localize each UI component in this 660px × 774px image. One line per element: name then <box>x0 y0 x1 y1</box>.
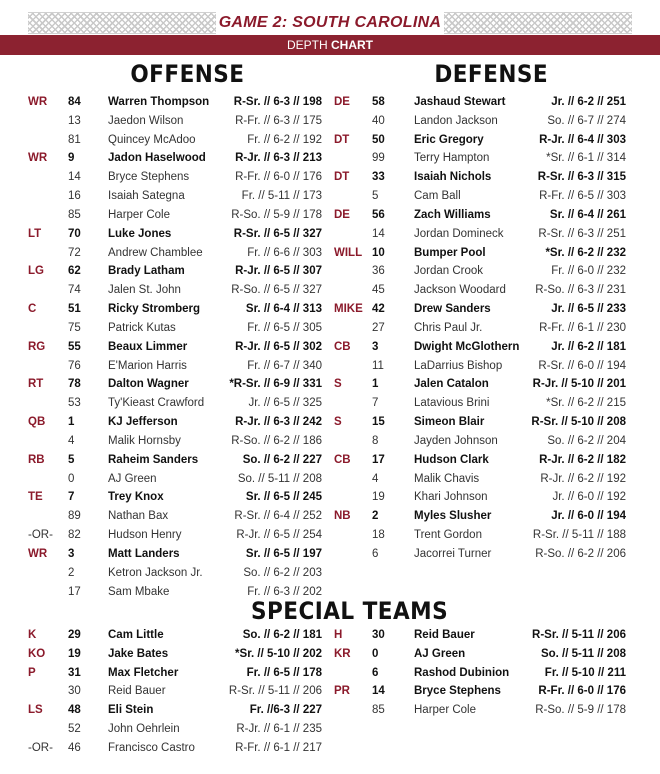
offense-row <box>28 262 322 280</box>
player-info: Jr. // 6-0 // 194 <box>551 510 626 523</box>
jersey-number: 30 <box>372 629 385 641</box>
player-info: R-Jr. // 6-5 // 254 <box>236 529 322 542</box>
player-info: R-Sr. // 6-3 // 251 <box>538 227 626 240</box>
player-name: LaDarrius Bishop <box>414 359 503 372</box>
player-info: Fr. // 5-11 // 173 <box>241 190 322 203</box>
jersey-number: 76 <box>68 359 81 372</box>
jersey-number: 78 <box>68 378 81 391</box>
offense-row <box>28 93 322 111</box>
offense-row <box>28 300 322 318</box>
defense-row <box>334 206 626 224</box>
defense-row <box>334 357 626 375</box>
offense-row <box>28 187 322 205</box>
offense-row <box>28 470 322 488</box>
position-label: S <box>334 416 342 429</box>
position-label: DT <box>334 133 350 146</box>
jersey-number: 31 <box>68 666 81 679</box>
offense-row <box>28 432 322 450</box>
player-info: R-Fr. // 6-1 // 230 <box>539 321 626 334</box>
jersey-number: 74 <box>68 284 81 297</box>
player-name: Cam Ball <box>414 190 461 203</box>
offense-row <box>28 357 322 375</box>
player-info: R-Jr. // 5-10 // 201 <box>532 378 626 391</box>
player-info: R-Jr. // 6-3 // 213 <box>235 152 322 165</box>
jersey-number: 56 <box>372 208 385 221</box>
position-label: WILL <box>334 246 363 259</box>
jersey-number: 75 <box>68 321 81 334</box>
player-name: Hudson Henry <box>108 529 182 542</box>
player-info: R-Sr. // 6-0 // 194 <box>538 359 626 372</box>
player-name: Chris Paul Jr. <box>414 321 483 334</box>
player-info: *Sr. // 6-2 // 215 <box>546 397 626 410</box>
player-name: Dalton Wagner <box>108 378 189 391</box>
jersey-number: 42 <box>372 303 385 316</box>
offense-row <box>28 394 322 412</box>
player-info: R-Sr. // 6-5 // 327 <box>233 227 322 240</box>
jersey-number: 14 <box>372 227 385 240</box>
jersey-number: 1 <box>372 378 379 391</box>
position-label: WR <box>28 96 48 108</box>
offense-row <box>28 564 322 582</box>
player-name: Malik Hornsby <box>108 434 181 447</box>
player-name: Simeon Blair <box>414 416 485 429</box>
player-name: Isaiah Sategna <box>108 190 185 203</box>
player-name: Ricky Stromberg <box>108 303 201 316</box>
player-name: Landon Jackson <box>414 114 498 127</box>
player-name: AJ Green <box>414 647 466 660</box>
player-info: R-Fr. // 6-0 // 176 <box>235 171 322 184</box>
position-label: RB <box>28 453 45 466</box>
jersey-number: 17 <box>372 453 385 466</box>
offense-title: OFFENSE <box>130 60 245 88</box>
player-info: R-Jr. // 6-2 // 192 <box>540 472 626 485</box>
position-label: RG <box>28 340 46 353</box>
player-info: *Sr. // 5-10 // 202 <box>235 647 322 660</box>
jersey-number: 18 <box>372 529 385 542</box>
special_teams-row <box>28 720 322 738</box>
jersey-number: 53 <box>68 397 81 410</box>
defense-row <box>334 168 626 186</box>
player-name: Quincey McAdoo <box>108 133 196 146</box>
player-info: R-So. // 6-5 // 327 <box>231 284 322 297</box>
jersey-number: 15 <box>372 416 385 429</box>
player-info: So. // 6-2 // 181 <box>242 629 322 641</box>
player-info: Fr. // 6-0 // 232 <box>551 265 626 278</box>
offense-row <box>28 375 322 393</box>
defense-row <box>334 149 626 167</box>
defense-row <box>334 187 626 205</box>
special_teams-row <box>28 645 322 663</box>
special_teams-row <box>28 664 322 682</box>
player-name: Terry Hampton <box>414 152 490 165</box>
player-info: So. // 6-2 // 204 <box>547 434 626 447</box>
jersey-number: 0 <box>372 647 379 660</box>
player-info: So. // 5-11 // 208 <box>540 647 626 660</box>
position-label: KO <box>28 647 46 660</box>
player-info: So. // 6-2 // 227 <box>242 453 322 466</box>
defense-row <box>334 507 626 525</box>
position-label: -OR- <box>28 529 53 542</box>
player-name: Myles Slusher <box>414 510 492 523</box>
player-info: Sr. // 6-5 // 197 <box>245 547 322 560</box>
player-name: Jacorrei Turner <box>414 547 492 560</box>
offense-row <box>28 319 322 337</box>
offense-row <box>28 338 322 356</box>
player-name: Beaux Limmer <box>108 340 188 353</box>
jersey-number: 30 <box>68 685 81 698</box>
position-label: QB <box>28 416 46 429</box>
jersey-number: 33 <box>372 171 385 184</box>
jersey-number: 2 <box>372 510 379 523</box>
player-name: Dwight McGlothern <box>414 340 520 353</box>
player-info: Sr. // 6-4 // 261 <box>549 208 626 221</box>
jersey-number: 46 <box>68 741 81 754</box>
player-name: Harper Cole <box>414 704 476 717</box>
offense-row <box>28 168 322 186</box>
player-name: Jalen St. John <box>108 284 181 297</box>
player-info: R-Fr. // 6-5 // 303 <box>539 190 626 203</box>
offense-row <box>28 281 322 299</box>
position-label: C <box>28 303 37 316</box>
player-name: Jadon Haselwood <box>108 152 206 165</box>
player-info: Fr. // 6-2 // 192 <box>247 133 322 146</box>
offense-row <box>28 244 322 262</box>
position-label: CB <box>334 453 351 466</box>
position-label: DE <box>334 208 350 221</box>
jersey-number: 19 <box>68 647 81 660</box>
position-label: WR <box>28 152 48 165</box>
position-label: LS <box>28 704 43 717</box>
player-name: Eric Gregory <box>414 133 484 146</box>
jersey-number: 27 <box>372 321 385 334</box>
defense-row <box>334 112 626 130</box>
player-name: Drew Sanders <box>414 303 491 316</box>
jersey-number: 3 <box>68 547 75 560</box>
position-label: CB <box>334 340 351 353</box>
jersey-number: 19 <box>372 491 385 504</box>
player-name: Cam Little <box>108 629 164 641</box>
player-name: Andrew Chamblee <box>108 246 203 259</box>
player-name: Reid Bauer <box>414 629 475 641</box>
player-info: So. // 6-2 // 203 <box>243 566 322 579</box>
jersey-number: 4 <box>372 472 379 485</box>
special_teams-row <box>28 701 322 719</box>
position-label: KR <box>334 647 351 660</box>
jersey-number: 14 <box>68 171 81 184</box>
jersey-number: 72 <box>68 246 81 259</box>
position-label: NB <box>334 510 351 523</box>
jersey-number: 99 <box>372 152 385 165</box>
player-name: Khari Johnson <box>414 491 488 504</box>
defense-row <box>334 244 626 262</box>
player-info: Fr. // 5-10 // 211 <box>544 666 626 679</box>
player-name: John Oehrlein <box>108 723 180 736</box>
offense-row <box>28 526 322 544</box>
player-info: R-Sr. // 5-11 // 188 <box>532 529 626 542</box>
player-info: Sr. // 6-5 // 245 <box>245 491 322 504</box>
jersey-number: 48 <box>68 704 81 717</box>
player-name: Ketron Jackson Jr. <box>108 566 203 579</box>
position-label: LT <box>28 227 42 240</box>
player-name: Harper Cole <box>108 208 170 221</box>
special-teams-title: SPECIAL TEAMS <box>250 597 449 625</box>
player-name: Francisco Castro <box>108 741 195 754</box>
jersey-number: 13 <box>68 114 81 127</box>
player-info: R-So. // 5-9 // 178 <box>535 704 626 717</box>
player-info: R-Jr. // 6-1 // 235 <box>236 723 322 736</box>
player-info: Fr. // 6-5 // 305 <box>247 321 322 334</box>
player-info: R-Sr. // 5-11 // 206 <box>228 685 322 698</box>
special_teams-row <box>334 701 626 719</box>
player-name: Max Fletcher <box>108 666 179 679</box>
player-info: So. // 6-7 // 274 <box>547 114 626 127</box>
defense-row <box>334 451 626 469</box>
special_teams-row <box>334 664 626 682</box>
defense-row <box>334 488 626 506</box>
position-label: MIKE <box>334 303 363 316</box>
player-info: R-Fr. // 6-0 // 176 <box>538 685 626 698</box>
defense-row <box>334 131 626 149</box>
jersey-number: 8 <box>372 434 379 447</box>
player-info: Jr. // 6-5 // 325 <box>248 397 322 410</box>
position-label: PR <box>334 685 350 698</box>
offense-row <box>28 413 322 431</box>
jersey-number: 17 <box>68 585 81 598</box>
defense-row <box>334 262 626 280</box>
jersey-number: 6 <box>372 547 379 560</box>
player-info: R-Jr. // 6-5 // 307 <box>235 265 322 278</box>
player-name: Malik Chavis <box>414 472 480 485</box>
special_teams-row <box>334 645 626 663</box>
jersey-number: 85 <box>68 208 81 221</box>
offense-row <box>28 488 322 506</box>
defense-row <box>334 470 626 488</box>
player-info: *R-Sr. // 6-9 // 331 <box>229 378 322 391</box>
player-name: Sam Mbake <box>108 585 170 598</box>
jersey-number: 6 <box>372 666 379 679</box>
player-info: Fr. // 6-7 // 340 <box>247 359 322 372</box>
jersey-number: 40 <box>372 114 385 127</box>
player-info: R-Sr. // 6-4 // 252 <box>234 510 322 523</box>
player-info: Fr. //6-3 // 227 <box>249 704 322 717</box>
defense-title: DEFENSE <box>434 60 549 88</box>
offense-row <box>28 206 322 224</box>
defense-row <box>334 432 626 450</box>
position-label: WR <box>28 547 48 560</box>
defense-row <box>334 319 626 337</box>
player-info: R-So. // 6-2 // 186 <box>231 434 322 447</box>
player-name: Rashod Dubinion <box>414 666 510 679</box>
offense-row <box>28 149 322 167</box>
jersey-number: 3 <box>372 340 379 353</box>
position-label: LG <box>28 265 44 278</box>
player-name: Eli Stein <box>108 704 154 717</box>
player-info: R-Jr. // 6-2 // 182 <box>539 453 626 466</box>
defense-row <box>334 375 626 393</box>
position-label: S <box>334 378 342 391</box>
player-name: Raheim Sanders <box>108 453 199 466</box>
player-name: Bryce Stephens <box>108 171 190 184</box>
jersey-number: 7 <box>68 491 75 504</box>
defense-row <box>334 545 626 563</box>
player-info: R-Jr. // 6-4 // 303 <box>539 133 626 146</box>
player-name: Trent Gordon <box>414 529 482 542</box>
jersey-number: 36 <box>372 265 385 278</box>
player-name: Trey Knox <box>108 491 164 504</box>
hatch-decoration-right <box>444 12 632 34</box>
player-info: R-So. // 6-2 // 206 <box>535 547 626 560</box>
player-info: So. // 5-11 // 208 <box>237 472 322 485</box>
jersey-number: 84 <box>68 96 81 108</box>
player-info: Jr. // 6-0 // 192 <box>552 491 626 504</box>
player-name: Jaedon Wilson <box>108 114 184 127</box>
position-label: DT <box>334 171 350 184</box>
player-info: Sr. // 6-4 // 313 <box>245 303 322 316</box>
jersey-number: 85 <box>372 704 385 717</box>
jersey-number: 58 <box>372 96 385 108</box>
player-name: Hudson Clark <box>414 453 489 466</box>
jersey-number: 82 <box>68 529 81 542</box>
player-name: AJ Green <box>108 472 157 485</box>
jersey-number: 5 <box>372 190 379 203</box>
offense-row <box>28 507 322 525</box>
special_teams-row <box>28 739 322 757</box>
player-info: *Sr. // 6-2 // 232 <box>545 246 626 259</box>
player-name: Isaiah Nichols <box>414 171 492 184</box>
defense-row <box>334 93 626 111</box>
player-info: R-Sr. // 5-11 // 206 <box>532 629 626 641</box>
player-info: R-Fr. // 6-3 // 175 <box>235 114 322 127</box>
player-name: Luke Jones <box>108 227 172 240</box>
depth-chart-banner <box>0 35 660 55</box>
jersey-number: 51 <box>68 303 81 316</box>
player-name: Patrick Kutas <box>108 321 176 334</box>
offense-row <box>28 225 322 243</box>
offense-row <box>28 583 322 601</box>
position-label: H <box>334 629 343 641</box>
player-name: Zach Williams <box>414 208 491 221</box>
player-name: Warren Thompson <box>108 96 210 108</box>
player-name: Jordan Domineck <box>414 227 504 240</box>
player-name: Ty'Kieast Crawford <box>108 397 205 410</box>
offense-row <box>28 545 322 563</box>
player-info: Fr. // 6-6 // 303 <box>247 246 322 259</box>
position-label: P <box>28 666 36 679</box>
jersey-number: 55 <box>68 340 81 353</box>
player-info: Jr. // 6-2 // 251 <box>551 96 626 108</box>
player-name: Reid Bauer <box>108 685 166 698</box>
header-bar <box>0 12 660 34</box>
jersey-number: 29 <box>68 629 81 641</box>
player-info: Jr. // 6-2 // 181 <box>551 340 626 353</box>
defense-row <box>334 338 626 356</box>
player-name: Bryce Stephens <box>414 685 501 698</box>
player-name: Bumper Pool <box>414 246 486 259</box>
jersey-number: 81 <box>68 133 81 146</box>
player-info: *Sr. // 6-1 // 314 <box>546 152 626 165</box>
position-label: RT <box>28 378 44 391</box>
special_teams-row <box>334 682 626 700</box>
game-title: GAME 2: SOUTH CAROLINA <box>218 14 442 31</box>
jersey-number: 89 <box>68 510 81 523</box>
jersey-number: 70 <box>68 227 81 240</box>
player-info: R-So. // 5-9 // 178 <box>231 208 322 221</box>
jersey-number: 0 <box>68 472 75 485</box>
player-name: Latavious Brini <box>414 397 490 410</box>
player-info: R-Sr. // 6-3 // 315 <box>537 171 626 184</box>
player-info: R-Jr. // 6-5 // 302 <box>235 340 322 353</box>
defense-row <box>334 394 626 412</box>
banner-text-light: DEPTH <box>286 38 328 52</box>
player-name: KJ Jefferson <box>108 416 178 429</box>
defense-row <box>334 526 626 544</box>
player-name: Nathan Bax <box>108 510 169 523</box>
player-info: Jr. // 6-5 // 233 <box>551 303 626 316</box>
defense-row <box>334 281 626 299</box>
jersey-number: 52 <box>68 723 81 736</box>
player-info: Fr. // 6-5 // 178 <box>246 666 322 679</box>
player-info: R-Jr. // 6-3 // 242 <box>235 416 322 429</box>
jersey-number: 1 <box>68 416 75 429</box>
jersey-number: 2 <box>68 566 75 579</box>
position-label: K <box>28 629 37 641</box>
jersey-number: 7 <box>372 397 379 410</box>
banner-text-bold: CHART <box>331 38 373 52</box>
defense-row <box>334 225 626 243</box>
position-label: TE <box>28 491 43 504</box>
player-info: Fr. // 6-3 // 202 <box>247 585 322 598</box>
player-name: E'Marion Harris <box>108 359 187 372</box>
jersey-number: 9 <box>68 152 75 165</box>
player-info: R-So. // 6-3 // 231 <box>535 284 626 297</box>
offense-row <box>28 451 322 469</box>
jersey-number: 10 <box>372 246 385 259</box>
jersey-number: 62 <box>68 265 81 278</box>
jersey-number: 4 <box>68 434 75 447</box>
hatch-decoration-left <box>28 12 216 34</box>
special_teams-row <box>334 626 626 644</box>
jersey-number: 5 <box>68 453 75 466</box>
jersey-number: 16 <box>68 190 81 203</box>
offense-row <box>28 131 322 149</box>
jersey-number: 14 <box>372 685 385 698</box>
player-info: R-Sr. // 5-10 // 208 <box>531 416 626 429</box>
player-name: Matt Landers <box>108 547 180 560</box>
jersey-number: 45 <box>372 284 385 297</box>
player-name: Jayden Johnson <box>414 434 498 447</box>
player-info: R-Sr. // 6-3 // 198 <box>233 96 322 108</box>
defense-row <box>334 413 626 431</box>
player-name: Jackson Woodard <box>414 284 506 297</box>
special_teams-row <box>28 626 322 644</box>
position-label: -OR- <box>28 741 53 754</box>
offense-row <box>28 112 322 130</box>
special_teams-row <box>28 682 322 700</box>
jersey-number: 11 <box>372 359 384 372</box>
player-name: Jordan Crook <box>414 265 484 278</box>
defense-row <box>334 300 626 318</box>
player-name: Jashaud Stewart <box>414 96 506 108</box>
player-name: Jake Bates <box>108 647 169 660</box>
player-name: Jalen Catalon <box>414 378 489 391</box>
position-label: DE <box>334 96 350 108</box>
player-name: Brady Latham <box>108 265 185 278</box>
player-info: R-Fr. // 6-1 // 217 <box>235 741 322 754</box>
jersey-number: 50 <box>372 133 385 146</box>
